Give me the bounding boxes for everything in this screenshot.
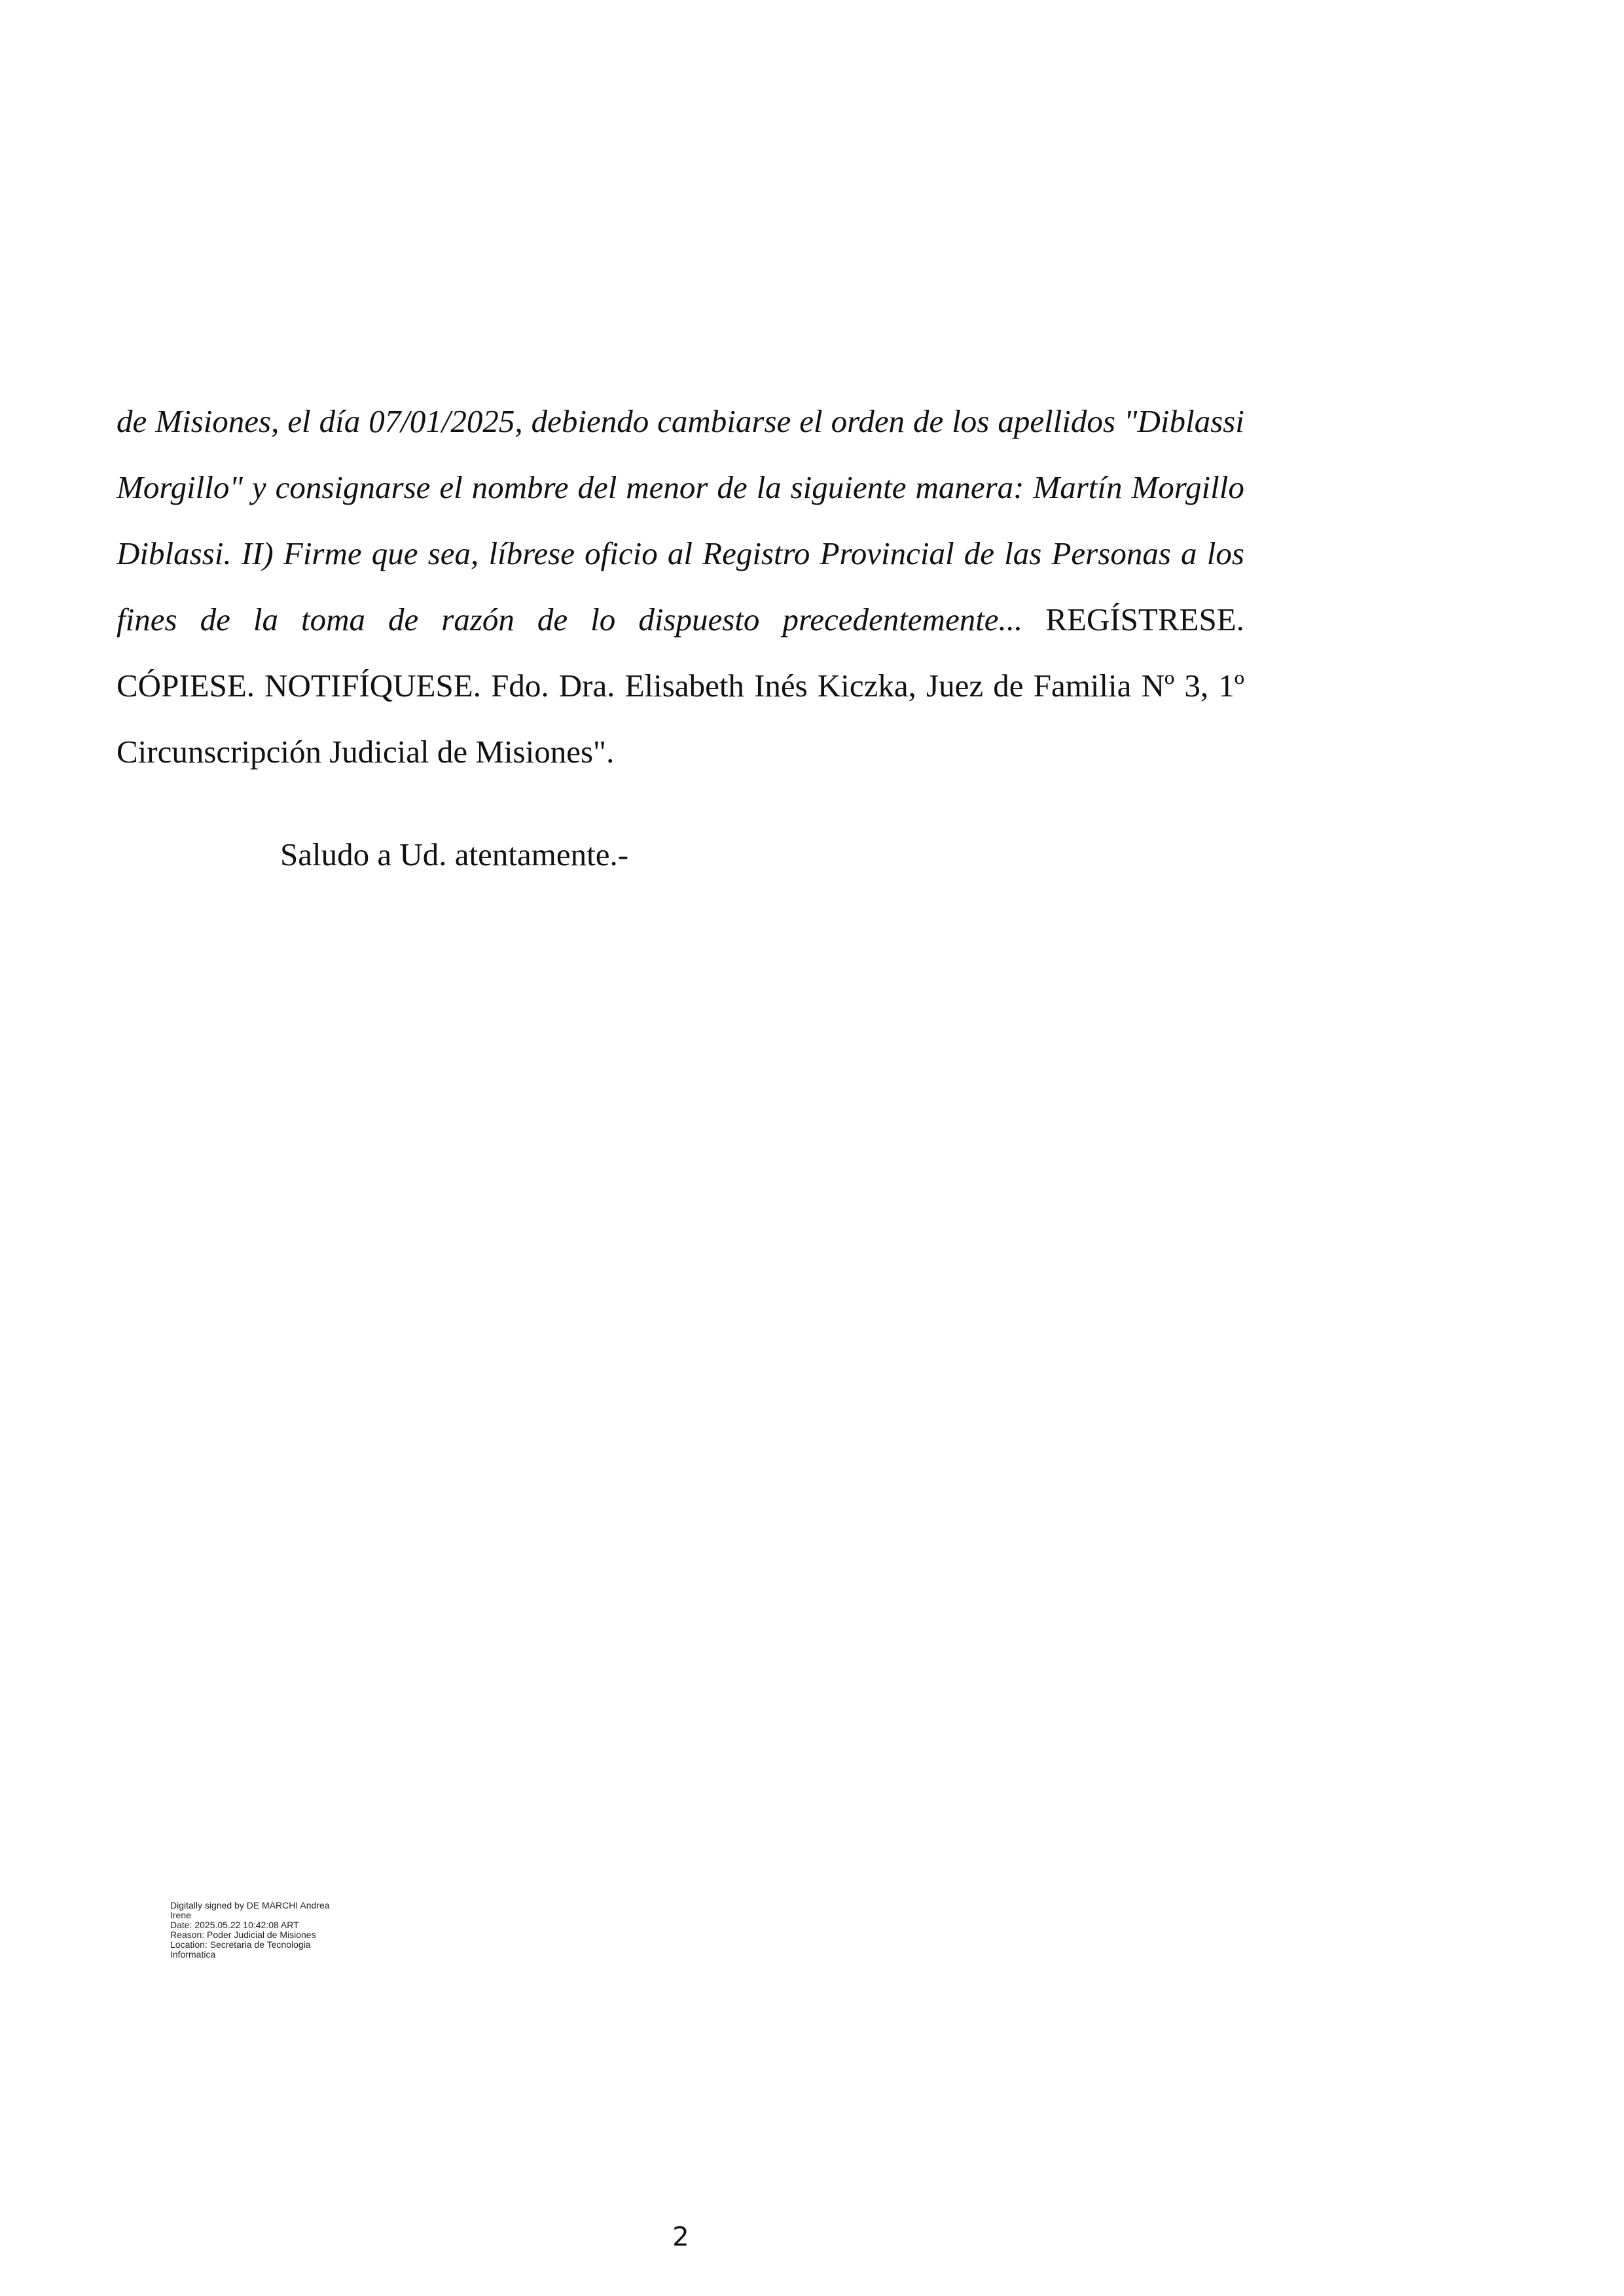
body-paragraph (117, 388, 1244, 785)
word: Elisabeth (624, 668, 744, 704)
word: Fdo. (491, 668, 549, 704)
word: oficio (585, 535, 658, 571)
paragraph-line-last: Circunscripción Judicial de Misiones". (117, 734, 615, 770)
word: los (1206, 535, 1244, 571)
word: NOTIFÍQUESE. (264, 668, 481, 704)
word: Provincial (820, 535, 954, 571)
closing-salutation: Saludo a Ud. atentamente.- (280, 836, 629, 872)
word: sea, (427, 535, 479, 571)
word: cambiarse (657, 403, 791, 439)
word: manera: (915, 469, 1024, 505)
word: los (952, 403, 990, 439)
word: Inés (754, 668, 808, 704)
signature-line: Irene (170, 1910, 191, 1920)
word: toma (300, 601, 365, 637)
word: el (439, 469, 463, 505)
word: Personas (1051, 535, 1171, 571)
word: dispuesto (638, 601, 760, 637)
word: 1º (1218, 668, 1244, 704)
word: II) (241, 535, 274, 571)
signature-line: Date: 2025.05.22 10:42:08 ART (170, 1920, 299, 1930)
word: y (251, 469, 266, 505)
paragraph-line (117, 454, 1244, 520)
word: REGÍSTRESE. (1045, 601, 1244, 637)
word: de (913, 403, 944, 439)
word: día (319, 403, 361, 439)
word: apellidos (998, 403, 1115, 439)
word: de (964, 535, 994, 571)
word: debiendo (531, 403, 649, 439)
word: Morgillo" (117, 469, 243, 505)
word: de (537, 601, 568, 637)
word: de (388, 601, 419, 637)
word: Morgillo (1131, 469, 1244, 505)
paragraph-line (117, 520, 1244, 586)
word: consignarse (275, 469, 431, 505)
word: 07/01/2025, (369, 403, 523, 439)
word: nombre (471, 469, 569, 505)
word: el (799, 403, 823, 439)
digital-signature-block (170, 1901, 380, 1960)
word: Dra. (558, 668, 615, 704)
word: líbrese (488, 535, 575, 571)
signature-line: Reason: Poder Judicial de Misiones (170, 1929, 316, 1940)
paragraph-line (117, 586, 1244, 653)
word: Misiones, (155, 403, 280, 439)
word: de (993, 668, 1024, 704)
signature-line: Digitally signed by DE MARCHI Andrea (170, 1900, 330, 1910)
word: el (287, 403, 311, 439)
word: Diblassi. (117, 535, 232, 571)
word: fines (117, 601, 177, 637)
word: menor (626, 469, 708, 505)
page-number: 2 (672, 2222, 689, 2252)
word: siguiente (790, 469, 907, 505)
word: Kiczka, (817, 668, 916, 704)
word: Familia (1033, 668, 1132, 704)
paragraph-line (117, 653, 1244, 719)
word: de (117, 403, 147, 439)
word: al (667, 535, 693, 571)
word: "Diblassi (1123, 403, 1244, 439)
word: Registro (702, 535, 810, 571)
word: 3, (1184, 668, 1209, 704)
word: del (577, 469, 617, 505)
signature-line: Location: Secretaria de Tecnologia (170, 1939, 311, 1950)
word: la (253, 601, 278, 637)
word: la (756, 469, 782, 505)
word: a (1181, 535, 1197, 571)
word: Juez (926, 668, 984, 704)
word: Martín (1033, 469, 1123, 505)
word: CÓPIESE. (117, 668, 255, 704)
word: de (717, 469, 748, 505)
word: las (1004, 535, 1042, 571)
word: Nº (1141, 668, 1175, 704)
word: Firme (283, 535, 362, 571)
paragraph-line (117, 388, 1244, 454)
word: lo (590, 601, 616, 637)
word: precedentemente... (782, 601, 1023, 637)
word: razón (441, 601, 514, 637)
word: orden (831, 403, 905, 439)
signature-line: Informatica (170, 1949, 216, 1960)
word: que (371, 535, 418, 571)
word: de (200, 601, 230, 637)
